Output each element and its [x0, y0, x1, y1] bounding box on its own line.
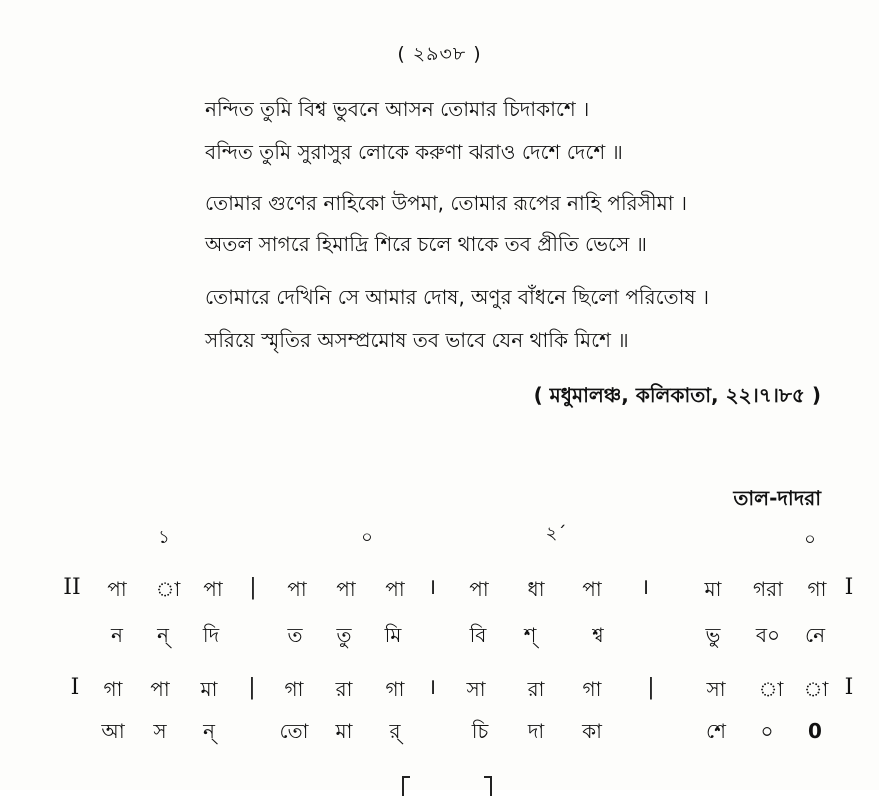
swara-note: গা — [807, 577, 827, 601]
swara-note: গা — [582, 677, 602, 701]
lyric-syllable: মা — [335, 719, 353, 743]
swara-note: া — [155, 577, 181, 601]
barline: I — [844, 575, 854, 600]
swara-note: গরা — [753, 577, 783, 601]
lyric-syllable: র্ — [389, 719, 401, 743]
beat-mark: ০ — [361, 527, 373, 548]
swara-note: পা — [150, 677, 170, 701]
swara-note: পা — [287, 577, 307, 601]
barline: II — [63, 575, 81, 600]
barline: | — [647, 675, 655, 700]
lyric-syllable: 0 — [808, 719, 822, 743]
swara-note: পা — [336, 577, 356, 601]
bracket-left-icon — [402, 776, 410, 796]
swara-note: সা — [466, 677, 486, 701]
swara-note: সা — [706, 677, 726, 701]
barline: | — [248, 675, 256, 700]
swara-note: মা — [704, 577, 722, 601]
attribution: ( মধুমালঞ্চ, কলিকাতা, ২২।৭।৮৫ ) — [533, 383, 821, 407]
barline: । — [427, 575, 437, 600]
lyric-line-5: তোমারে দেখিনি সে আমার দোষ, অণুর বাঁধনে ছিলো পরিতোষ । — [205, 285, 710, 309]
lyric-line-1: নন্দিত তুমি বিশ্ব ভুবনে আসন তোমার চিদাকাশে । — [205, 97, 590, 121]
lyric-syllable: শ্ — [523, 623, 537, 647]
swara-note: া — [803, 677, 829, 701]
lyric-syllable: ভু — [705, 623, 721, 647]
lyric-syllable: আ — [101, 719, 125, 743]
swara-note: মা — [200, 677, 218, 701]
swara-note: পা — [203, 577, 223, 601]
swara-note: পা — [469, 577, 489, 601]
lyric-syllable: স — [153, 719, 167, 743]
barline: | — [249, 575, 257, 600]
lyric-syllable: ন — [111, 623, 123, 647]
lyric-syllable: দি — [202, 623, 220, 647]
song-number: ( ২৯৩৮ ) — [397, 43, 482, 65]
page-number-bracket — [402, 776, 492, 796]
lyric-line-4: অতল সাগরে হিমাদ্রি শিরে চলে থাকে তব প্রীতি ভেসে ॥ — [205, 232, 647, 256]
bracket-right-icon — [484, 776, 492, 796]
barline: I — [844, 675, 854, 700]
beat-mark: ০ — [804, 529, 816, 550]
swara-note: পা — [107, 577, 127, 601]
swara-note: া — [758, 677, 784, 701]
swara-note: পা — [385, 577, 405, 601]
lyric-syllable: ন্ — [203, 719, 215, 743]
swara-note: গা — [103, 677, 123, 701]
lyric-syllable: দা — [527, 719, 545, 743]
swara-note: রা — [335, 677, 353, 701]
lyric-syllable: ন্ — [157, 623, 169, 647]
lyric-syllable: ব০ — [755, 623, 781, 647]
lyric-line-2: বন্দিত তুমি সুরাসুর লোকে করুণা ঝরাও দেশে দেশে ॥ — [205, 140, 623, 164]
beat-mark: ২´ — [545, 523, 567, 544]
beat-mark: ১ — [158, 527, 170, 548]
swara-note: গা — [284, 677, 304, 701]
taal-label: তাল-দাদরা — [733, 486, 821, 510]
lyric-syllable: ০ — [760, 719, 774, 743]
lyric-syllable: তো — [279, 719, 309, 743]
barline: I — [70, 675, 80, 700]
barline: । — [427, 675, 437, 700]
lyric-syllable: বি — [469, 623, 487, 647]
lyric-syllable: তু — [336, 623, 352, 647]
lyric-syllable: মি — [384, 623, 402, 647]
lyric-syllable: চি — [471, 719, 489, 743]
lyric-line-6: সরিয়ে স্মৃতির অসম্প্রমোষ তব ভাবে যেন থাকি মিশে ॥ — [205, 328, 629, 352]
swara-note: গা — [385, 677, 405, 701]
lyric-syllable: নে — [804, 623, 826, 647]
lyric-line-3: তোমার গুণের নাহিকো উপমা, তোমার রূপের নাহি পরিসীমা । — [205, 191, 688, 215]
swara-note: পা — [582, 577, 602, 601]
swara-note: ধা — [527, 577, 545, 601]
lyric-syllable: কা — [582, 719, 602, 743]
lyric-syllable: ত — [287, 623, 303, 647]
lyric-syllable: শ্ব — [592, 623, 604, 647]
barline: । — [640, 575, 650, 600]
swara-note: রা — [527, 677, 545, 701]
lyric-syllable: শে — [706, 719, 726, 743]
